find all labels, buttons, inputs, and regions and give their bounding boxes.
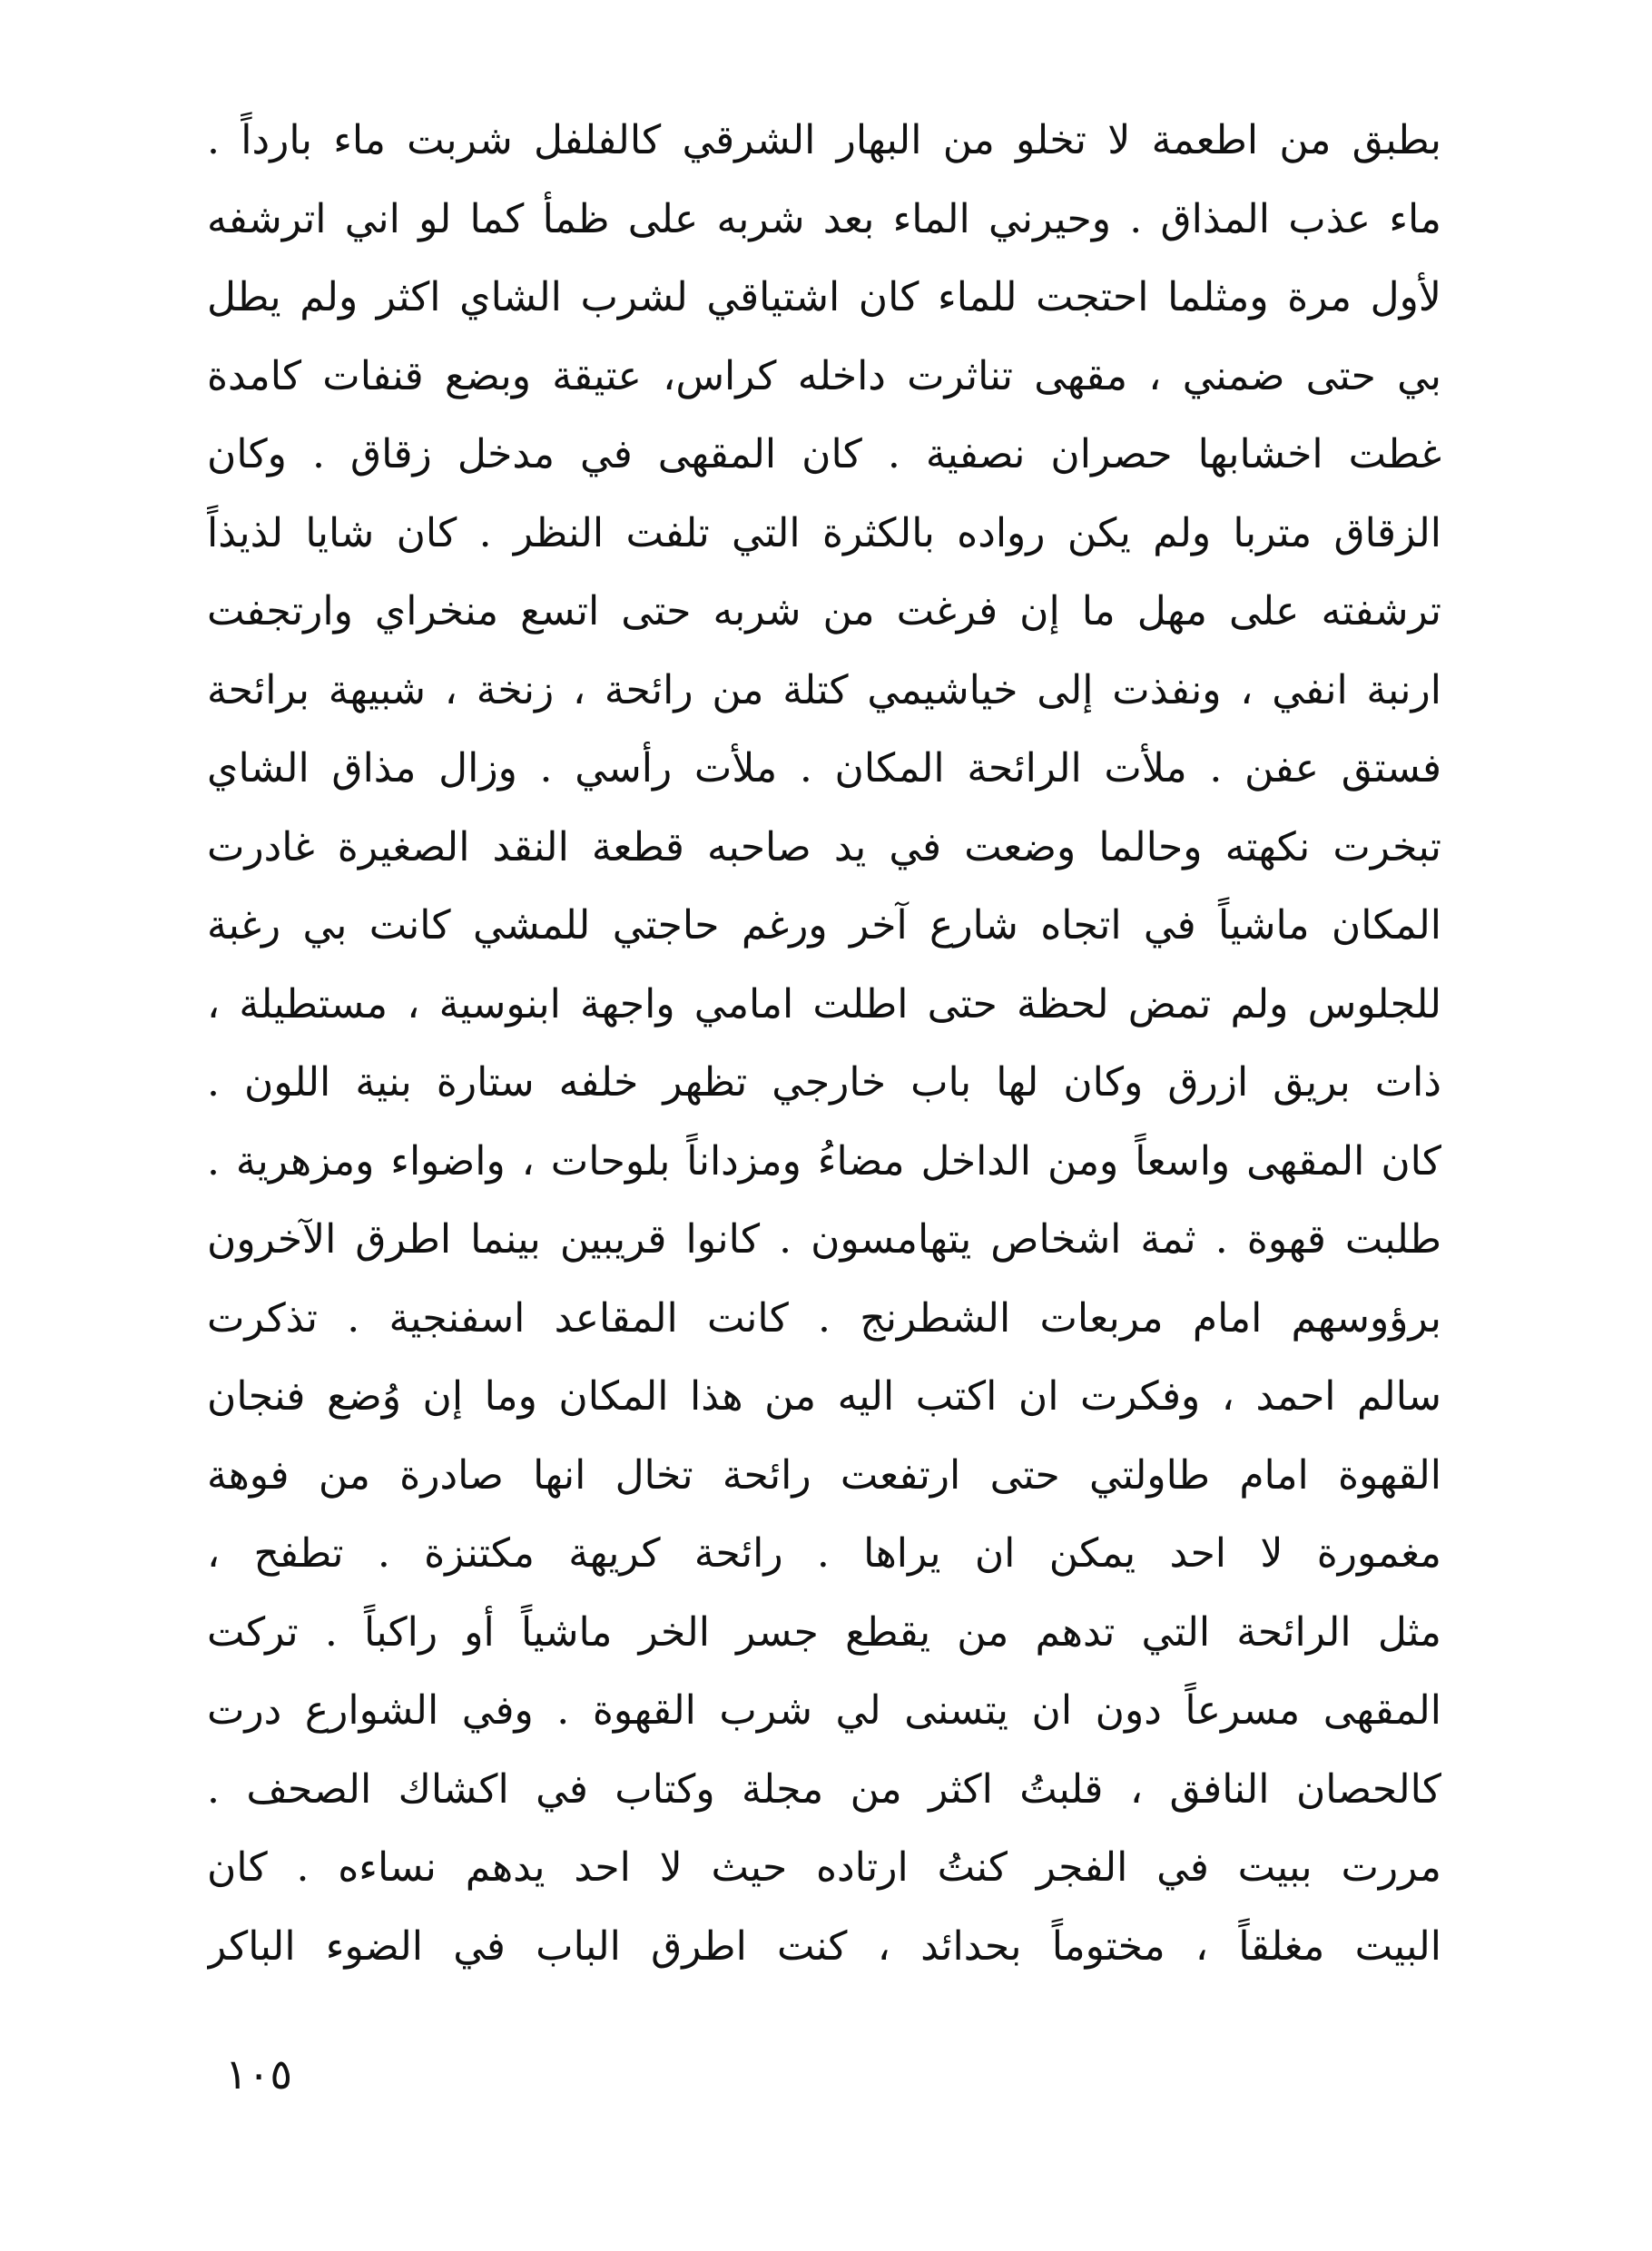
text-line: طلبت قهوة . ثمة اشخاص يتهامسون . كانوا قريبين بينما اطرق الآخرون (207, 1216, 1441, 1263)
text-line: برؤوسهم امام مربعات الشطرنج . كانت المقاعد اسفنجية . تذكرت (207, 1294, 1441, 1342)
body-text (207, 102, 1441, 1986)
text-line: بطبق من اطعمة لا تخلو من البهار الشرقي كالفلفل شربت ماء بارداً . (207, 117, 1441, 163)
text-line: ارنبة انفي ، ونفذت إلى خياشيمي كتلة من رائحة ، زنخة ، شبيهة برائحة (207, 666, 1441, 713)
text-line: ذات بريق ازرق وكان لها باب خارجي تظهر خلفه ستارة بنية اللون . (207, 1059, 1441, 1106)
text-line: الزقاق متربا ولم يكن رواده بالكثرة التي تلفت النظر . كان شايا لذيذاً (207, 509, 1441, 556)
text-line: غطت اخشابها حصران نصفية . كان المقهى في مدخل زقاق . وكان (207, 431, 1441, 477)
text-line: القهوة امام طاولتي حتى ارتفعت رائحة تخال انها صادرة من فوهة (207, 1451, 1441, 1499)
text-line: فستق عفن . ملأت الرائحة المكان . ملأت رأسي . وزال مذاق الشاي (207, 745, 1441, 791)
page-number: ١٠٥ (225, 2049, 293, 2099)
text-line: المكان ماشياً في اتجاه شارع آخر ورغم حاجتي للمشي كانت بي رغبة (207, 902, 1441, 949)
text-line: المقهى مسرعاً دون ان يتسنى لي شرب القهوة . وفي الشوارع درت (207, 1687, 1441, 1734)
text-line: كان المقهى واسعاً ومن الداخل مضاءُ ومزداناً بلوحات ، واضواء ومزهرية . (207, 1137, 1441, 1184)
text-line: مررت ببيت في الفجر كنتُ ارتاده حيث لا احد يدهم نساءه . كان (207, 1844, 1441, 1891)
text-line: البيت مغلقاً ، مختوماً بحدائد ، كنت اطرق الباب في الضوء الباكر (207, 1922, 1441, 1970)
text-line: مغمورة لا احد يمكن ان يراها . رائحة كريهة مكتنزة . تطفح ، (207, 1530, 1441, 1577)
text-line: تبخرت نكهته وحالما وضعت في يد صاحبه قطعة النقد الصغيرة غادرت (207, 823, 1441, 870)
text-line: كالحصان النافق ، قلبتُ اكثر من مجلة وكتاب في اكشاك الصحف . (207, 1765, 1441, 1813)
text-line: بي حتى ضمني ، مقهى تناثرت داخله كراس، عتيقة وبضع قنفات كامدة (207, 352, 1441, 399)
text-line: مثل الرائحة التي تدهم من يقطع جسر الخر ماشياً أو راكباً . تركت (207, 1608, 1441, 1656)
text-line: للجلوس ولم تمض لحظة حتى اطلت امامي واجهة ابنوسية ، مستطيلة ، (207, 980, 1441, 1027)
text-line: سالم احمد ، وفكرت ان اكتب اليه من هذا المكان وما إن وُضع فنجان (207, 1373, 1441, 1420)
text-line: ترشفته على مهل ما إن فرغت من شربه حتى اتسع منخراي وارتجفت (207, 588, 1441, 634)
text-line: لأول مرة ومثلما احتجت للماء كان اشتياقي لشرب الشاي اكثر ولم يطل (207, 274, 1441, 320)
text-line: ماء عذب المذاق . وحيرني الماء بعد شربه على ظمأ كما لو اني اترشفه (207, 195, 1441, 242)
